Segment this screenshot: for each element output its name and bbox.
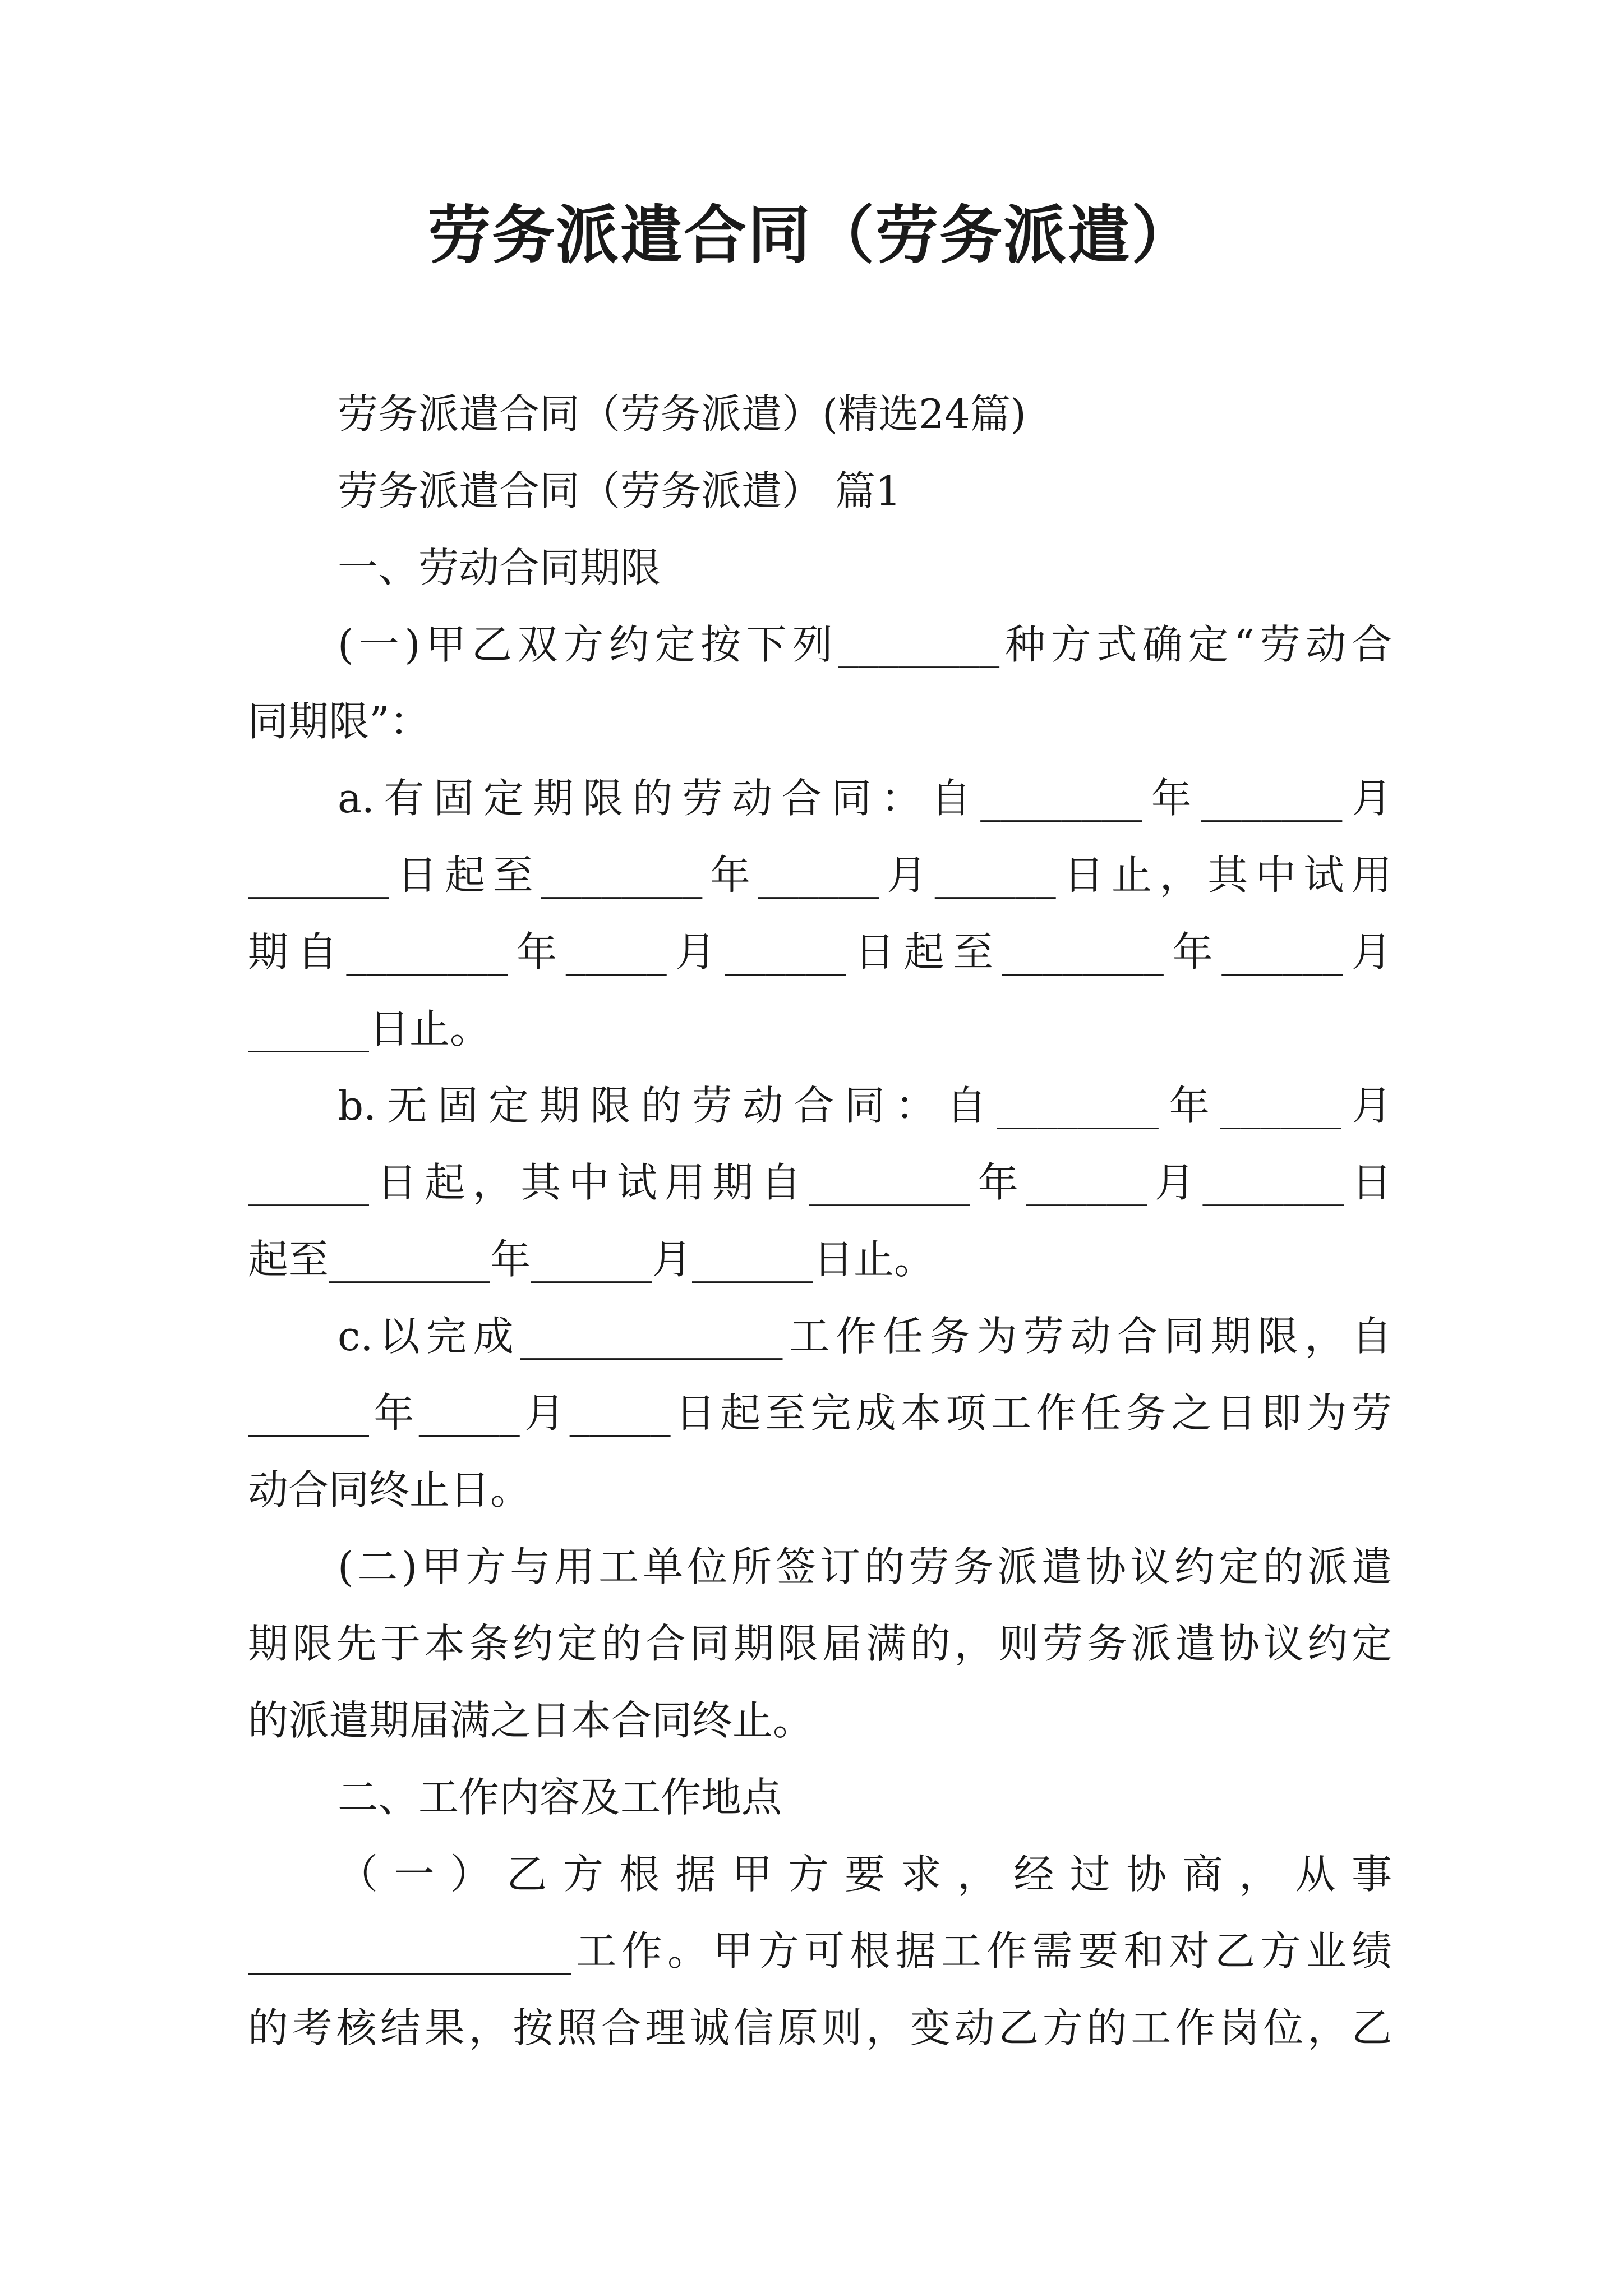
paragraph-line: （一）乙方根据甲方要求，经过协商，从事 xyxy=(338,1851,1392,1898)
document-title: 劳务派遣合同（劳务派遣） xyxy=(428,199,1195,272)
paragraph-line: ______年_____月_____日起至完成本项工作任务之日即为劳 xyxy=(248,1389,1392,1437)
document-body xyxy=(248,376,1392,2067)
paragraph-line: 劳务派遣合同（劳务派遣）(精选24篇) xyxy=(338,390,1026,438)
paragraph-line: (一)甲乙双方约定按下列________种方式确定“劳动合 xyxy=(338,621,1392,668)
paragraph-line: ______日起，其中试用期自________年______月_______日 xyxy=(248,1159,1392,1206)
paragraph-line: ________________工作。甲方可根据工作需要和对乙方业绩 xyxy=(248,1927,1392,1975)
paragraph-line: 同期限”： xyxy=(248,698,430,745)
paragraph-line: 期限先于本条约定的合同期限届满的，则劳务派遣协议约定 xyxy=(248,1620,1392,1667)
paragraph-line: _______日起至________年______月______日止，其中试用 xyxy=(248,852,1392,899)
section-heading: 二、工作内容及工作地点 xyxy=(338,1774,782,1821)
paragraph-line: 期自________年_____月______日起至________年______月 xyxy=(248,928,1392,976)
paragraph-line: 动合同终止日。 xyxy=(248,1466,531,1513)
paragraph-line: b.无固定期限的劳动合同：自________年______月 xyxy=(338,1082,1392,1129)
paragraph-line: c.以完成_____________工作任务为劳动合同期限，自 xyxy=(338,1313,1392,1360)
paragraph-line: 起至________年______月______日止。 xyxy=(248,1236,935,1283)
paragraph-line: (二)甲方与用工单位所签订的劳务派遣协议约定的派遣 xyxy=(338,1543,1392,1590)
paragraph-line: ______日止。 xyxy=(248,1005,491,1052)
section-heading: 一、劳动合同期限 xyxy=(338,544,661,591)
paragraph-line: 的考核结果，按照合理诚信原则，变动乙方的工作岗位，乙 xyxy=(248,2004,1392,2051)
paragraph-line: 的派遣期届满之日本合同终止。 xyxy=(248,1697,814,1744)
paragraph-line: 劳务派遣合同（劳务派遣） 篇1 xyxy=(338,467,901,514)
paragraph-line: a.有固定期限的劳动合同：自________年_______月 xyxy=(338,775,1392,822)
